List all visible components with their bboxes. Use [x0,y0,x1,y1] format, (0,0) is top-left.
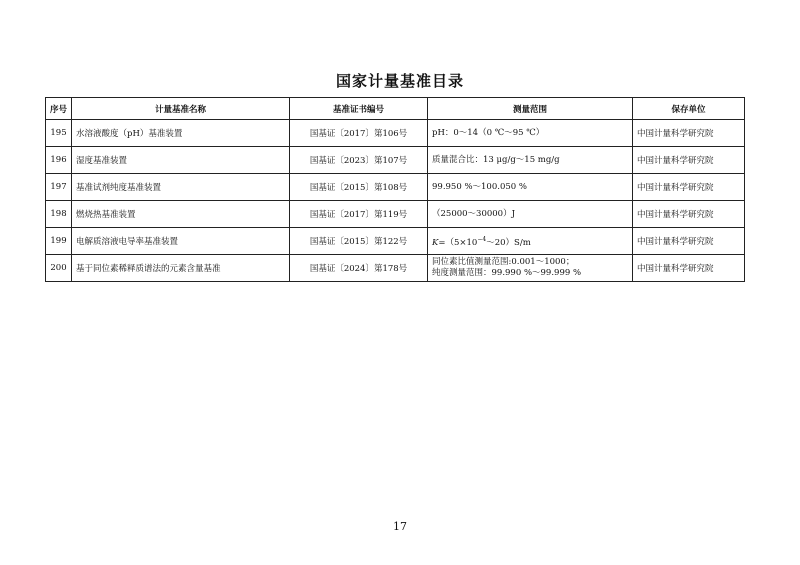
measurement-range [428,174,633,201]
col-header-cert: 基准证书编号 [290,98,428,120]
row-number: 200 [46,255,72,282]
custodian-unit: 中国计量科学研究院 [633,228,745,255]
range-exponent: −4 [477,235,487,243]
row-number: 196 [46,147,72,174]
col-header-name: 计量基准名称 [72,98,290,120]
standard-name: 湿度基准装置 [72,147,290,174]
conductivity-symbol: K [432,237,439,248]
table-row [46,228,745,255]
custodian-unit: 中国计量科学研究院 [633,255,745,282]
custodian-unit: 中国计量科学研究院 [633,201,745,228]
page-number: 17 [393,520,407,533]
col-header-range: 测量范围 [428,98,633,120]
row-number: 195 [46,120,72,147]
table-row [46,120,745,147]
custodian-unit: 中国计量科学研究院 [633,147,745,174]
range-line: （25000～30000）J [432,208,515,219]
catalog-table [45,97,745,282]
table-row [46,201,745,228]
table-row [46,174,745,201]
range-pre: =（5×10 [438,237,478,248]
table-row [46,147,745,174]
row-number: 199 [46,228,72,255]
standard-name: 水溶液酸度（pH）基准装置 [72,120,290,147]
range-line: 纯度测量范围：99.990 %～99.999 % [432,268,582,278]
table-row [46,255,745,282]
col-header-unit: 保存单位 [633,98,745,120]
certificate-number: 国基证〔2024〕第178号 [290,255,428,282]
standard-name: 电解质溶液电导率基准装置 [72,228,290,255]
range-post: ～20）S/m [486,237,531,248]
header-row [46,98,745,120]
certificate-number: 国基证〔2017〕第106号 [290,120,428,147]
measurement-range [428,120,633,147]
standard-name: 基准试剂纯度基准装置 [72,174,290,201]
row-number: 198 [46,201,72,228]
custodian-unit: 中国计量科学研究院 [633,174,745,201]
measurement-range [428,228,633,255]
certificate-number: 国基证〔2017〕第119号 [290,201,428,228]
standard-name: 燃烧热基准装置 [72,201,290,228]
row-number: 197 [46,174,72,201]
certificate-number: 国基证〔2015〕第108号 [290,174,428,201]
range-line: pH：0～14（0 ℃～95 ℃） [432,127,545,138]
col-header-no: 序号 [46,98,72,120]
range-line: 99.950 %～100.050 % [432,181,527,192]
range-line: 同位素比值测量范围:0.001～1000； [432,257,575,267]
range-line [432,234,628,249]
range-line: 质量混合比：13 μg/g～15 mg/g [432,154,560,165]
measurement-range [428,255,633,282]
measurement-range [428,147,633,174]
custodian-unit: 中国计量科学研究院 [633,120,745,147]
measurement-range [428,201,633,228]
certificate-number: 国基证〔2015〕第122号 [290,228,428,255]
certificate-number: 国基证〔2023〕第107号 [290,147,428,174]
standard-name: 基于同位素稀释质谱法的元素含量基准 [72,255,290,282]
page-title: 国家计量基准目录 [335,72,464,90]
